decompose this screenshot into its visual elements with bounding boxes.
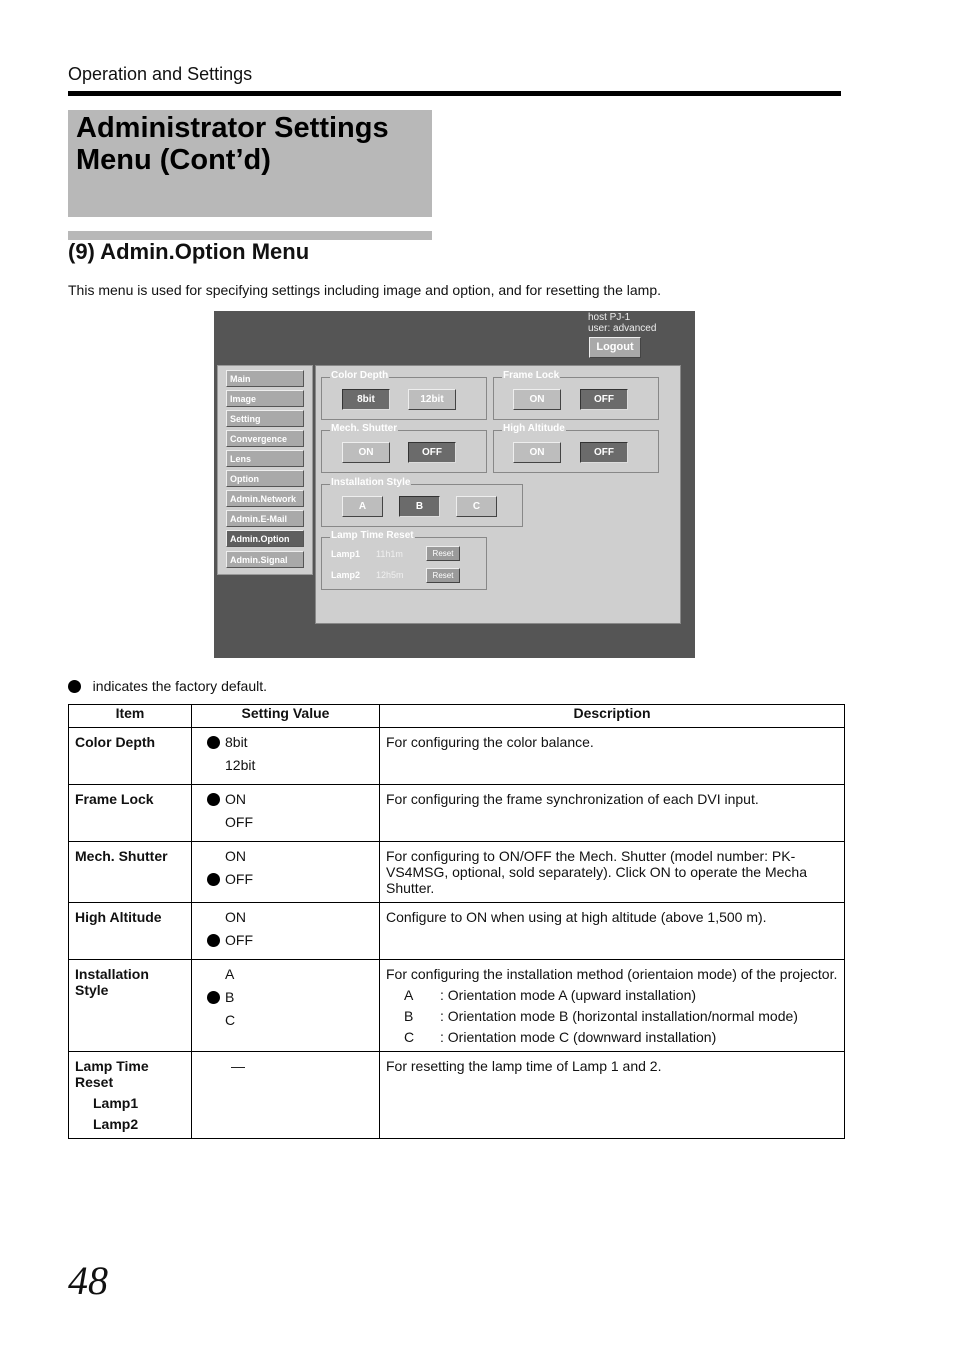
lamp2-reset-button[interactable]: Reset xyxy=(426,568,460,583)
default-dot-icon xyxy=(207,991,220,1004)
option-line: A : Orientation mode A (upward installation) xyxy=(404,987,697,1003)
row-description: Configure to ON when using at high altitude (above 1,500 m). xyxy=(380,903,845,960)
installation-style-label: Installation Style xyxy=(331,477,411,488)
table-row xyxy=(69,960,845,1052)
value: ON xyxy=(225,848,246,864)
nav-item-convergence[interactable]: Convergence xyxy=(226,430,304,447)
row-item: Installation Style xyxy=(69,960,192,1052)
lamp1-label: Lamp1 xyxy=(331,549,361,559)
installation-style-a-button[interactable]: A xyxy=(342,496,383,517)
mech-shutter-on-button[interactable]: ON xyxy=(342,442,390,463)
sub-item: Lamp2 xyxy=(93,1116,139,1132)
nav-item-admin-network[interactable]: Admin.Network xyxy=(226,490,304,507)
row-values xyxy=(192,960,380,1052)
mech-shutter-off-button[interactable]: OFF xyxy=(408,442,456,463)
color-depth-label: Color Depth xyxy=(331,370,389,381)
row-item: Mech. Shutter xyxy=(69,842,192,903)
nav-item-main[interactable]: Main xyxy=(226,370,304,387)
legend-note xyxy=(68,678,267,694)
installation-style-c-button[interactable]: C xyxy=(456,496,497,517)
row-values xyxy=(192,842,380,903)
title-banner xyxy=(68,110,432,217)
lamp2-time: 12h5m xyxy=(376,570,404,580)
value: OFF xyxy=(225,871,253,887)
host-info xyxy=(588,312,656,334)
value: C xyxy=(225,1012,236,1028)
header-description: Description xyxy=(380,705,845,728)
intro-text: This menu is used for specifying settings including image and option, and for resetting the lamp. xyxy=(68,282,661,298)
host-label: host PJ-1 xyxy=(588,312,631,323)
default-dot-icon xyxy=(207,873,220,886)
row-item: Frame Lock xyxy=(69,785,192,842)
row-values xyxy=(192,903,380,960)
default-dot-icon xyxy=(207,934,220,947)
frame-lock-on-button[interactable]: ON xyxy=(513,389,561,410)
lamp2-label: Lamp2 xyxy=(331,570,361,580)
default-dot-icon xyxy=(207,736,220,749)
row-description xyxy=(380,960,845,1052)
color-depth-group xyxy=(321,370,487,420)
nav-item-admin-signal[interactable]: Admin.Signal xyxy=(226,551,304,568)
table-row xyxy=(69,842,845,903)
value: OFF xyxy=(225,932,253,948)
default-dot-icon xyxy=(68,680,81,693)
option-line: C : Orientation mode C (downward installation) xyxy=(404,1029,717,1045)
value: OFF xyxy=(225,814,253,830)
default-dot-icon xyxy=(207,793,220,806)
value: A xyxy=(225,966,235,982)
frame-lock-group xyxy=(493,370,659,420)
page-title: Administrator Settings Menu (Cont’d) xyxy=(76,112,389,176)
frame-lock-label: Frame Lock xyxy=(503,370,560,381)
nav-item-lens[interactable]: Lens xyxy=(226,450,304,467)
lamp1-reset-button[interactable]: Reset xyxy=(426,546,460,561)
section-title: (9) Admin.Option Menu xyxy=(68,239,310,264)
nav-item-admin-email[interactable]: Admin.E-Mail xyxy=(226,510,304,527)
description-text: For configuring the installation method (orientaion mode) of the projector. xyxy=(386,966,838,982)
high-altitude-on-button[interactable]: ON xyxy=(513,442,561,463)
value: 8bit xyxy=(225,734,248,750)
row-item: High Altitude xyxy=(69,903,192,960)
page-number: 48 xyxy=(68,1258,108,1303)
lamp1-time: 11h1m xyxy=(376,549,403,559)
lamp-time-reset-group xyxy=(321,530,487,590)
header-item: Item xyxy=(69,705,192,728)
value: — xyxy=(231,1058,245,1074)
row-description: For resetting the lamp time of Lamp 1 and 2. xyxy=(380,1052,845,1139)
row-item xyxy=(69,1052,192,1139)
row-item: Color Depth xyxy=(69,728,192,785)
row-values xyxy=(192,728,380,785)
nav-item-admin-option[interactable]: Admin.Option xyxy=(226,530,304,547)
installation-style-group xyxy=(321,477,523,527)
color-depth-8bit-button[interactable]: 8bit xyxy=(342,389,390,410)
logout-button[interactable]: Logout xyxy=(589,337,641,358)
row-description: For configuring the color balance. xyxy=(380,728,845,785)
row-values xyxy=(192,1052,380,1139)
header-rule xyxy=(68,91,841,96)
option-line: B : Orientation mode B (horizontal installation/normal mode) xyxy=(404,1008,798,1024)
high-altitude-group xyxy=(493,423,659,473)
user-label: user: advanced xyxy=(588,323,657,334)
settings-panel xyxy=(315,365,681,624)
value: B xyxy=(225,989,235,1005)
nav-item-option[interactable]: Option xyxy=(226,470,304,487)
installation-style-b-button[interactable]: B xyxy=(399,496,440,517)
color-depth-12bit-button[interactable]: 12bit xyxy=(408,389,456,410)
settings-table xyxy=(68,704,845,1139)
row-description: For configuring to ON/OFF the Mech. Shutter (model number: PK-VS4MSG, optional, sold separately). Click ON to operate the Mecha Shutter. xyxy=(380,842,845,903)
value: ON xyxy=(225,791,246,807)
lamp-time-reset-label: Lamp Time Reset xyxy=(331,530,414,541)
item-label: Lamp Time Reset xyxy=(75,1058,149,1090)
sub-item: Lamp1 xyxy=(93,1095,139,1111)
nav-item-setting[interactable]: Setting xyxy=(226,410,304,427)
section-header: Operation and Settings xyxy=(68,64,253,84)
table-row xyxy=(69,1052,845,1139)
value: 12bit xyxy=(225,757,256,773)
table-row xyxy=(69,903,845,960)
mech-shutter-label: Mech. Shutter xyxy=(331,423,398,434)
nav-item-image[interactable]: Image xyxy=(226,390,304,407)
header-setting-value: Setting Value xyxy=(192,705,380,728)
mech-shutter-group xyxy=(321,423,487,473)
table-row xyxy=(69,785,845,842)
high-altitude-off-button[interactable]: OFF xyxy=(580,442,628,463)
table-header-row xyxy=(69,705,845,728)
row-values xyxy=(192,785,380,842)
row-description: For configuring the frame synchronization of each DVI input. xyxy=(380,785,845,842)
value: ON xyxy=(225,909,246,925)
legend-text: indicates the factory default. xyxy=(92,678,267,694)
high-altitude-label: High Altitude xyxy=(503,423,565,434)
frame-lock-off-button[interactable]: OFF xyxy=(580,389,628,410)
admin-option-screenshot xyxy=(214,311,695,658)
nav-menu xyxy=(217,365,313,575)
table-row xyxy=(69,728,845,785)
